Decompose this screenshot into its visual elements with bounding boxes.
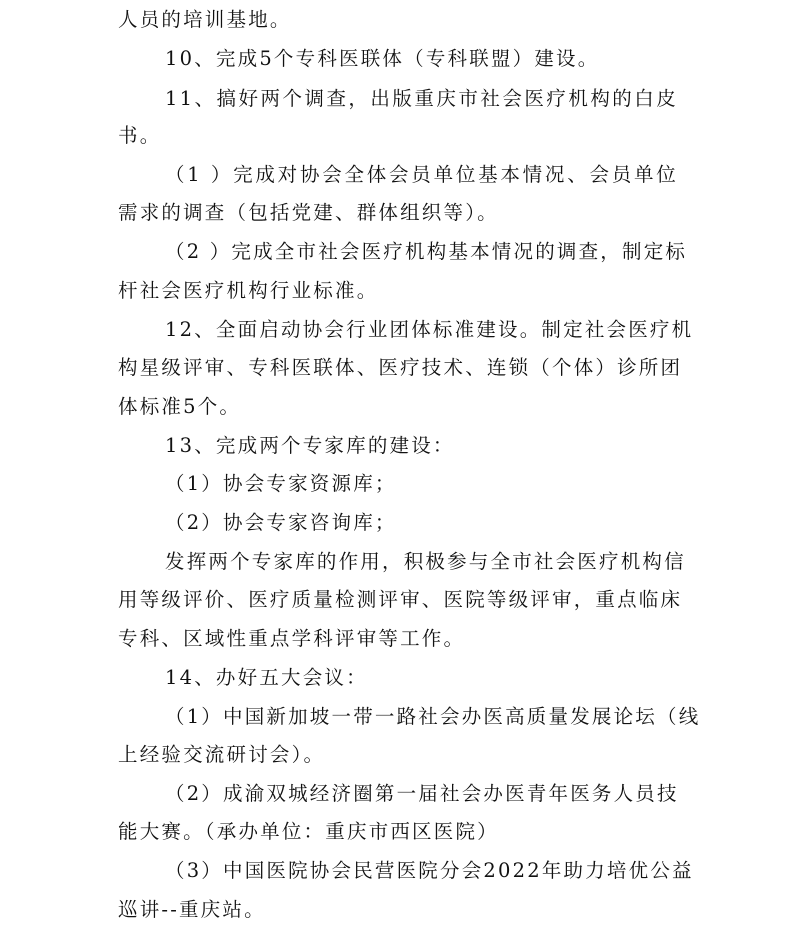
text-line: 11、搞好两个调查，出版重庆市社会医疗机构的白皮 xyxy=(165,87,678,110)
text-line: 用等级评价、医疗质量检测评审、医院等级评审，重点临床 xyxy=(118,588,683,611)
text-line: 14、办好五大会议： xyxy=(165,666,368,689)
text-line: （1 ）完成对协会全体会员单位基本情况、会员单位 xyxy=(165,163,678,186)
text-line: 构星级评审、专科医联体、医疗技术、连锁（个体）诊所团 xyxy=(118,356,683,379)
text-line: 杆社会医疗机构行业标准。 xyxy=(118,279,379,302)
text-line: 书。 xyxy=(118,124,162,147)
text-line: 需求的调查（包括党建、群体组织等）。 xyxy=(118,201,499,224)
text-line: 发挥两个专家库的作用，积极参与全市社会医疗机构信 xyxy=(165,550,686,573)
text-line: 专科、区域性重点学科评审等工作。 xyxy=(118,627,466,650)
text-line: （2 ）完成全市社会医疗机构基本情况的调查，制定标 xyxy=(165,240,688,263)
text-line: 人员的培训基地。 xyxy=(118,8,292,31)
text-line: 12、全面启动协会行业团体标准建设。制定社会医疗机 xyxy=(165,318,694,341)
text-line: （1）中国新加坡一带一路社会办医高质量发展论坛（线 xyxy=(165,705,701,728)
text-line: （2）协会专家咨询库； xyxy=(165,511,397,534)
text-line: 巡讲--重庆站。 xyxy=(118,898,266,921)
text-line: 体标准5个。 xyxy=(118,395,242,418)
text-line: （1）协会专家资源库； xyxy=(165,472,397,495)
text-line: （2）成渝双城经济圈第一届社会办医青年医务人员技 xyxy=(165,782,679,805)
text-line: 上经验交流研讨会）。 xyxy=(118,743,326,766)
text-line: 能大赛。（承办单位：重庆市西区医院） xyxy=(118,820,499,843)
text-line: 13、完成两个专家库的建设： xyxy=(165,434,455,457)
text-line: 10、完成5个专科医联体（专科联盟）建设。 xyxy=(165,47,600,70)
text-line: （3）中国医院协会民营医院分会2022年助力培优公益 xyxy=(165,859,694,882)
